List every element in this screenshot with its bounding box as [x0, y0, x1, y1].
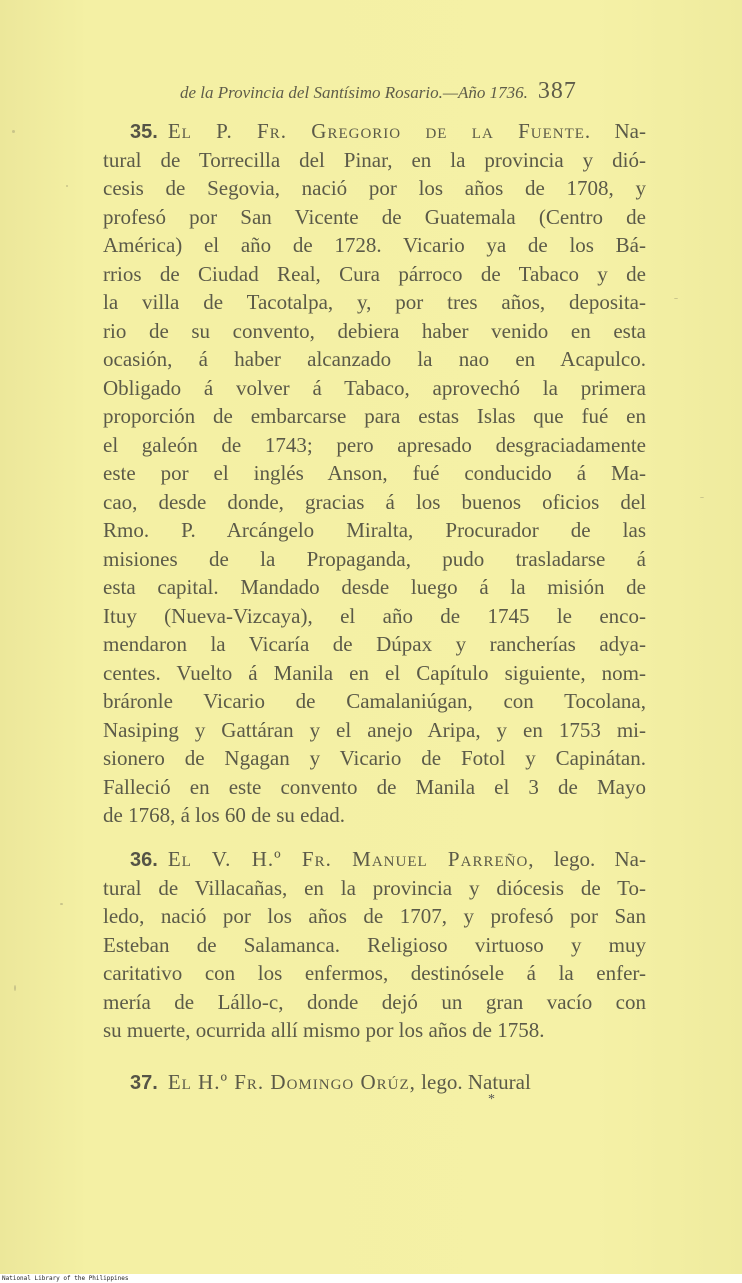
entry-line: ledo, nació por los años de 1707, y profesó por San: [103, 904, 646, 928]
entry-line: esta capital. Mandado desde luego á la misión de: [103, 575, 646, 599]
entry-text: Na-: [591, 119, 646, 143]
entry-number: 37.: [130, 1072, 158, 1094]
entry-line: Esteban de Salamanca. Religioso virtuoso y muy: [103, 932, 646, 957]
entry-35: [103, 117, 646, 830]
entry-line: tural de Villacañas, en la provincia y diócesis de To-: [103, 875, 646, 900]
entry-line: cao, desde donde, gracias á los buenos oficios del: [103, 489, 646, 514]
entry-line: cesis de Segovia, nació por los años de 1708, y: [103, 176, 646, 200]
entry-heading: El V. H.º Fr. Manuel Parreño,: [167, 847, 535, 871]
entry-36: [103, 845, 646, 1045]
entry-line: [103, 117, 646, 146]
signature-mark: *: [488, 1092, 495, 1107]
entry-text: lego. Natural: [415, 1070, 531, 1094]
entry-line: Nasiping y Gattáran y el anejo Aripa, y en 1753 mi-: [103, 717, 646, 742]
entry-line: mendaron la Vicaría de Dúpax y rancherías adya-: [103, 632, 646, 656]
paper-speck: [14, 985, 16, 991]
footer-credit: National Library of the Philippines: [2, 1275, 129, 1282]
entry-number: 36.: [130, 849, 158, 871]
running-header: [180, 78, 577, 105]
entry-line: bráronle Vicario de Camalaniúgan, con Tocolana,: [103, 689, 646, 713]
entry-line: de 1768, á los 60 de su edad.: [103, 803, 346, 827]
entry-line: rio de su convento, debiera haber venido en esta: [103, 318, 646, 343]
entry-line: proporción de embarcarse para estas Islas que fué en: [103, 404, 646, 428]
entry-line: ocasión, á haber alcanzado la nao en Acapulco.: [103, 347, 646, 371]
entry-line: tural de Torrecilla del Pinar, en la provincia y dió-: [103, 147, 646, 172]
entry-line: Falleció en este convento de Manila el 3 de Mayo: [103, 774, 646, 799]
entry-37: [103, 1068, 646, 1097]
entry-number: 35.: [130, 121, 158, 143]
entry-line: profesó por San Vicente de Guatemala (Centro de: [103, 204, 646, 229]
entry-line: mería de Lállo-c, donde dejó un gran vacío con: [103, 989, 646, 1014]
entry-heading: El H.º Fr. Domingo Orúz,: [167, 1070, 416, 1094]
entry-line: [103, 845, 646, 874]
entry-line: Ituy (Nueva-Vizcaya), el año de 1745 le enco-: [103, 603, 646, 628]
entry-line: Rmo. P. Arcángelo Miralta, Procurador de las: [103, 518, 646, 542]
entry-line: América) el año de 1728. Vicario ya de los Bá-: [103, 233, 646, 257]
paper-speck: [66, 185, 68, 187]
entry-line: el galeón de 1743; pero apresado desgraciadamente: [103, 432, 646, 457]
paper-speck: [60, 903, 63, 905]
entry-line: su muerte, ocurrida allí mismo por los años de 1758.: [103, 1018, 545, 1042]
page-number: 387: [537, 78, 577, 104]
paper-speck: [674, 298, 678, 299]
entry-line: sionero de Ngagan y Vicario de Fotol y Capinátan.: [103, 746, 646, 770]
entry-line: misiones de la Propaganda, pudo trasladarse á: [103, 546, 646, 571]
entry-heading: El P. Fr. Gregorio de la Fuente.: [167, 119, 592, 143]
entry-line: la villa de Tacotalpa, y, por tres años, deposita-: [103, 290, 646, 314]
entry-line: rrios de Ciudad Real, Cura párroco de Tabaco y de: [103, 261, 646, 286]
entry-line: este por el inglés Anson, fué conducido á Ma-: [103, 461, 646, 485]
entry-line: centes. Vuelto á Manila en el Capítulo siguiente, nom-: [103, 660, 646, 685]
paper-speck: [12, 130, 15, 133]
entry-line: Obligado á volver á Tabaco, aprovechó la primera: [103, 375, 646, 400]
paper-speck: [700, 497, 704, 498]
entry-line: caritativo con los enfermos, destinósele á la enfer-: [103, 961, 646, 985]
entry-text: lego. Na-: [534, 847, 646, 871]
entry-line: [103, 1068, 646, 1097]
running-title: de la Provincia del Santísimo Rosario.—Año 1736.: [180, 83, 528, 102]
